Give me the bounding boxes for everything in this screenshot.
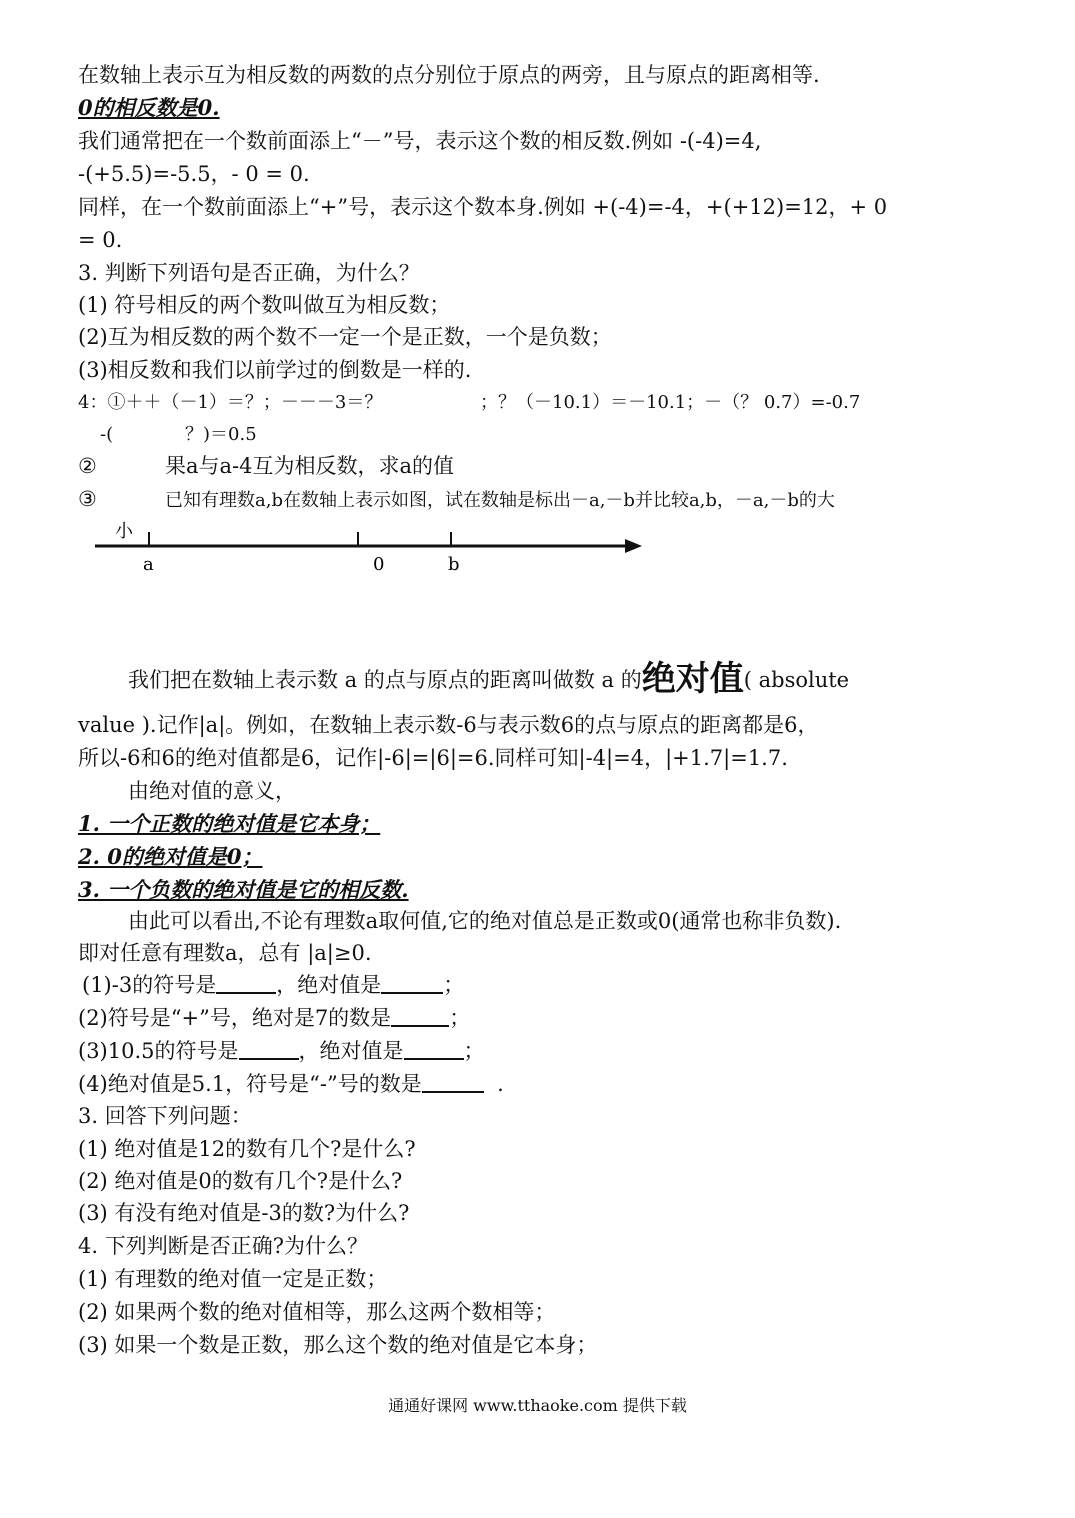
rule-line: 2. 0的绝对值是0；: [78, 844, 263, 869]
question-item: (2) 绝对值是0的数有几个?是什么?: [78, 1169, 403, 1193]
fill-item: [78, 1069, 504, 1099]
fill-text: ，绝对值是: [276, 973, 382, 997]
text-line: 我们通常把在一个数前面添上“－”号，表示这个数的相反数.例如 -(-4)=4,: [78, 129, 762, 153]
fill-text: .: [497, 1072, 504, 1096]
number-line: [90, 520, 650, 580]
question-item: 4：①＋＋（－1）＝？；－－－3＝？: [78, 392, 383, 413]
fill-text: (2)符号是“+”号，绝对是7的数是: [78, 1006, 392, 1030]
question-item: (2) 如果两个数的绝对值相等，那么这两个数相等；: [78, 1300, 556, 1324]
fill-text: (1)-3的符号是: [82, 973, 217, 997]
text-line: 同样，在一个数前面添上“+”号，表示这个数本身.例如 +(-4)=-4，+(+12)=12，+ 0: [78, 195, 888, 219]
question-item: (1) 绝对值是12的数有几个?是什么?: [78, 1137, 416, 1161]
paragraph-line: 所以-6和6的绝对值都是6，记作|-6|=|6|=6.同样可知|-4|=4，|+1.7|=1.7.: [78, 746, 788, 770]
answer-blank[interactable]: [381, 974, 443, 994]
label-small: 小: [115, 521, 133, 542]
label-b: b: [448, 554, 460, 575]
question-item: (3) 如果一个数是正数，那么这个数的绝对值是它本身；: [78, 1333, 598, 1357]
fill-text: ；: [449, 1006, 471, 1030]
fill-text: (3)10.5的符号是: [78, 1039, 239, 1063]
fill-text: ；: [443, 973, 465, 997]
paragraph-text: ( absolute: [743, 668, 850, 692]
fill-text: ；: [463, 1039, 485, 1063]
question-item: (1) 有理数的绝对值一定是正数；: [78, 1267, 388, 1291]
question-item: (3)相反数和我们以前学过的倒数是一样的.: [78, 358, 472, 382]
question-title: 3. 判断下列语句是否正确，为什么？: [78, 261, 420, 285]
fill-text: ，绝对值是: [298, 1039, 404, 1063]
question-item: 果a与a-4互为相反数，求a的值: [165, 454, 455, 478]
question-item: 已知有理数a,b在数轴上表示如图，试在数轴是标出－a,－b并比较a,b，－a,－b的大: [165, 490, 835, 511]
footer: 通通好课网 www.tthaoke.com 提供下载: [388, 1396, 687, 1415]
answer-blank[interactable]: [391, 1007, 449, 1027]
label-a: a: [143, 554, 154, 575]
paragraph-line: [128, 659, 850, 699]
question-item: (2)互为相反数的两个数不一定一个是正数，一个是负数；: [78, 325, 612, 349]
rule-line: 1. 一个正数的绝对值是它本身；: [78, 811, 381, 836]
answer-blank[interactable]: [404, 1040, 464, 1060]
fill-text: (4)绝对值是5.1，符号是“-”号的数是: [78, 1072, 422, 1096]
question-title: 4. 下列判断是否正确?为什么？: [78, 1234, 368, 1258]
paragraph-line: 由绝对值的意义，: [128, 779, 296, 803]
answer-blank[interactable]: [216, 974, 276, 994]
question-title: 3. 回答下列问题：: [78, 1104, 252, 1128]
paragraph-text: 我们把在数轴上表示数 a 的点与原点的距离叫做数 a 的: [128, 668, 642, 692]
fill-item: [78, 1003, 470, 1033]
paragraph-line: value ).记作|a|。例如，在数轴上表示数-6与表示数6的点与原点的距离都是6，: [78, 713, 819, 737]
text-line: -(+5.5)=-5.5，- 0 = 0.: [78, 162, 310, 186]
question-item: -(: [100, 424, 114, 445]
question-number: ③: [78, 487, 97, 511]
question-item: (1) 符号相反的两个数叫做互为相反数；: [78, 293, 451, 317]
question-item: ？)＝0.5: [185, 424, 257, 445]
answer-blank[interactable]: [239, 1040, 299, 1060]
question-item: ；？（－10.1）＝－10.1；－（？ 0.7）=-0.7: [480, 392, 861, 413]
term-absolute-value: 绝对值: [641, 659, 744, 699]
arrow-icon: [625, 539, 642, 553]
fill-item: [82, 970, 464, 1000]
paragraph-line: 即对任意有理数a，总有 |a|≥0.: [78, 941, 372, 965]
rule-line: 3. 一个负数的绝对值是它的相反数.: [78, 877, 409, 902]
label-0: 0: [373, 554, 385, 575]
text-line: 在数轴上表示互为相反数的两数的点分别位于原点的两旁，且与原点的距离相等.: [78, 63, 820, 87]
question-number: ②: [78, 454, 97, 478]
paragraph-line: 由此可以看出,不论有理数a取何值,它的绝对值总是正数或0(通常也称非负数).: [128, 909, 842, 933]
question-item: (3) 有没有绝对值是-3的数?为什么?: [78, 1201, 410, 1225]
answer-blank[interactable]: [422, 1073, 484, 1093]
text-line: = 0.: [78, 228, 123, 252]
emphasis-line: 0的相反数是0.: [78, 95, 220, 120]
fill-item: [78, 1036, 485, 1066]
